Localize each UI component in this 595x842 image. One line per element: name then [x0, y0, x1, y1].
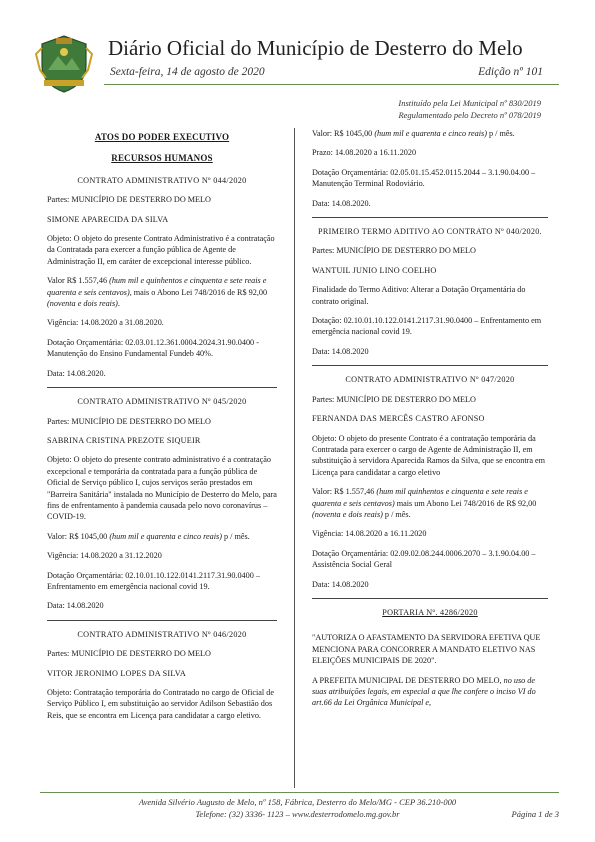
contract-45-contractor: SABRINA CRISTINA PREZOTE SIQUEIR [47, 435, 201, 445]
entry-separator [312, 217, 548, 218]
contract-44-contractor: SIMONE APARECIDA DA SILVA [47, 214, 169, 224]
amendment-40-budget: Dotação: 02.10.01.10.122.0141.2117.31.90.0400 – Enfrentamento em emergência nacional covid 19. [312, 316, 542, 337]
institution-decree: Regulamentado pelo Decreto nº 078/2019 [398, 110, 541, 120]
contract-44-budget: Dotação Orçamentária: 02.03.01.12.361.0004.2024.31.90.0400 - Manutenção do Ensino Fundamental Fundeb 40%. [47, 337, 259, 359]
contract-45-value: Valor: R$ 1045,00 (hum mil e quarenta e cinco reais) p / mês. [47, 531, 250, 541]
contract-46-date: Data: 14.08.2020. [312, 198, 371, 208]
gazette-title: Diário Oficial do Município de Desterro do Melo [108, 36, 523, 60]
contract-47-date: Data: 14.08.2020 [312, 579, 369, 589]
amendment-40-contractor: WANTUIL JUNIO LINO COELHO [312, 265, 437, 275]
amendment-40-heading: PRIMEIRO TERMO ADITIVO AO CONTRATO Nº 040/2020. [318, 227, 542, 237]
contract-44-heading: CONTRATO ADMINISTRATIVO Nº 044/2020 [77, 175, 247, 185]
contract-47-value: Valor: R$ 1.557,46 (hum mil quinhentos e cinquenta e sete reais e quarenta e seis centavos) mais um Abono Lei 748/2016 de R$ 92,00 (noventa e dois reais) p / mês. [312, 487, 537, 519]
contract-44-term: Vigência: 14.08.2020 a 31.08.2020. [47, 318, 164, 328]
column-divider [294, 128, 295, 788]
contract-46-period: Prazo: 14.08.2020 a 16.11.2020 [312, 148, 417, 158]
amendment-40-purpose: Finalidade do Termo Aditivo: Alterar a Dotação Orçamentária do contrato original. [312, 285, 526, 306]
contract-44-object: Objeto: O objeto do presente Contrato Administrativo é a contratação da Contratada para exercer a função pública de Agente de Administração II, em caráter de excepcional interesse público. [47, 234, 275, 266]
contract-46-heading: CONTRATO ADMINISTRATIVO Nº 046/2020 [77, 629, 247, 639]
page-number: Página 1 de 3 [511, 809, 559, 819]
institution-law: Instituído pela Lei Municipal nº 830/2019 [398, 98, 541, 108]
contract-47-budget: Dotação Orçamentária: 02.09.02.08.244.0006.2070 – 3.1.90.04.00 – Assistência Social Geral [312, 548, 536, 570]
footer-address: Avenida Silvério Augusto de Melo, nº 158, Fábrica, Desterro do Melo/MG - CEP 36.210-000 [138, 797, 457, 807]
contract-44-parties: Partes: MUNICÍPIO DE DESTERRO DO MELO [47, 195, 211, 205]
contract-47-parties: Partes: MUNICÍPIO DE DESTERRO DO MELO [312, 394, 476, 404]
entry-separator [47, 620, 277, 621]
contract-44-value: Valor R$ 1.557,46 (hum mil e quinhentos e cinquenta e sete reais e quarenta e seis centavos), mais o Abono Lei 748/2016 de R$ 92,00 (noventa e dois reais). [47, 276, 268, 309]
ordinance-summary: "AUTORIZA O AFASTAMENTO DA SERVIDORA EFETIVA QUE MENCIONA PARA CONCORRER A MANDATO ELETIVO NAS ELEIÇÕES MUNICIPAIS DE 2020". [312, 633, 541, 666]
contract-47-heading: CONTRATO ADMINISTRATIVO Nº 047/2020 [345, 375, 515, 385]
header-divider [104, 84, 559, 85]
institution-note [398, 97, 541, 121]
footer-contact: Telefone: (32) 3336- 1123 – www.desterrodomelo.mg.gov.br [195, 809, 400, 819]
entry-separator [312, 598, 548, 599]
amendment-40-parties: Partes: MUNICÍPIO DE DESTERRO DO MELO [312, 246, 476, 256]
amendment-40-date: Data: 14.08.2020 [312, 346, 369, 356]
contract-46-budget: Dotação Orçamentária: 02.05.01.15.452.0115.2044 – 3.1.90.04.00 – Manutenção Terminal Rodoviário. [312, 167, 536, 189]
contract-47-contractor: FERNANDA DAS MERCÊS CASTRO AFONSO [312, 414, 485, 424]
contract-45-date: Data: 14.08.2020 [47, 601, 104, 611]
contract-46-contractor: VITOR JERONIMO LOPES DA SILVA [47, 668, 186, 678]
entry-separator [47, 387, 277, 388]
contract-46-object: Objeto: Contratação temporária do Contratado no cargo de Oficial de Serviço Público I, em substituição ao servidor Adilson Sebastião dos Reis, que se encontra em Licença para candidatar a cargo eletivo. [47, 688, 274, 720]
section-title-hr: RECURSOS HUMANOS [111, 153, 213, 164]
contract-47-term: Vigência: 14.08.2020 a 16.11.2020 [312, 529, 427, 539]
contract-44-date: Data: 14.08.2020. [47, 368, 106, 378]
contract-46-parties: Partes: MUNICÍPIO DE DESTERRO DO MELO [47, 649, 211, 659]
publication-date: Sexta-feira, 14 de agosto de 2020 [110, 66, 265, 78]
ordinance-body: A PREFEITA MUNICIPAL DE DESTERRO DO MELO, no uso de suas atribuições legais, em especial a que lhe confere o inciso VI do art.66 da Lei Orgânica Municipal e, [312, 675, 536, 708]
contract-45-parties: Partes: MUNICÍPIO DE DESTERRO DO MELO [47, 416, 211, 426]
ordinance-heading: PORTARIA Nº. 4286/2020 [382, 607, 478, 617]
footer-divider [40, 792, 559, 793]
municipal-coat-of-arms-icon [34, 34, 94, 94]
contract-46-value: Valor: R$ 1045,00 (hum mil e quarenta e cinco reais) p / mês. [312, 129, 515, 138]
edition-number: Edição nº 101 [478, 66, 543, 78]
contract-45-budget: Dotação Orçamentária: 02.10.01.10.122.0141.2117.31.90.0400 – Enfrentamento em emergência nacional covid 19. [47, 570, 260, 591]
contract-45-term: Vigência: 14.08.2020 a 31.12.2020 [47, 551, 162, 561]
left-column [47, 128, 277, 729]
entry-separator [312, 365, 548, 366]
section-title-executive: ATOS DO PODER EXECUTIVO [94, 132, 230, 142]
right-column [312, 128, 548, 717]
contract-47-object: Objeto: O objeto do presente Contrato é a contratação temporária da Contratada para exercer o cargo de Agente de Administração II, em substituição à servidora Aparecida Ramos da Silva, que se encontra em Licença para candidatar a cargo eletivo [312, 433, 546, 477]
contract-45-heading: CONTRATO ADMINISTRATIVO Nº 045/2020 [77, 397, 247, 407]
contract-45-object: Objeto: O objeto do presente contrato administrativo é a contratação excepcional e temporária da contratada para a função pública de Oficial de Serviço público I, cujos serviços serão prestados em "Barreira Sanitária" instalada no Município de Desterro do Melo, para fins de enfrentamento à pandemia causada pelo novo coronavírus – COVID-19. [47, 455, 277, 522]
